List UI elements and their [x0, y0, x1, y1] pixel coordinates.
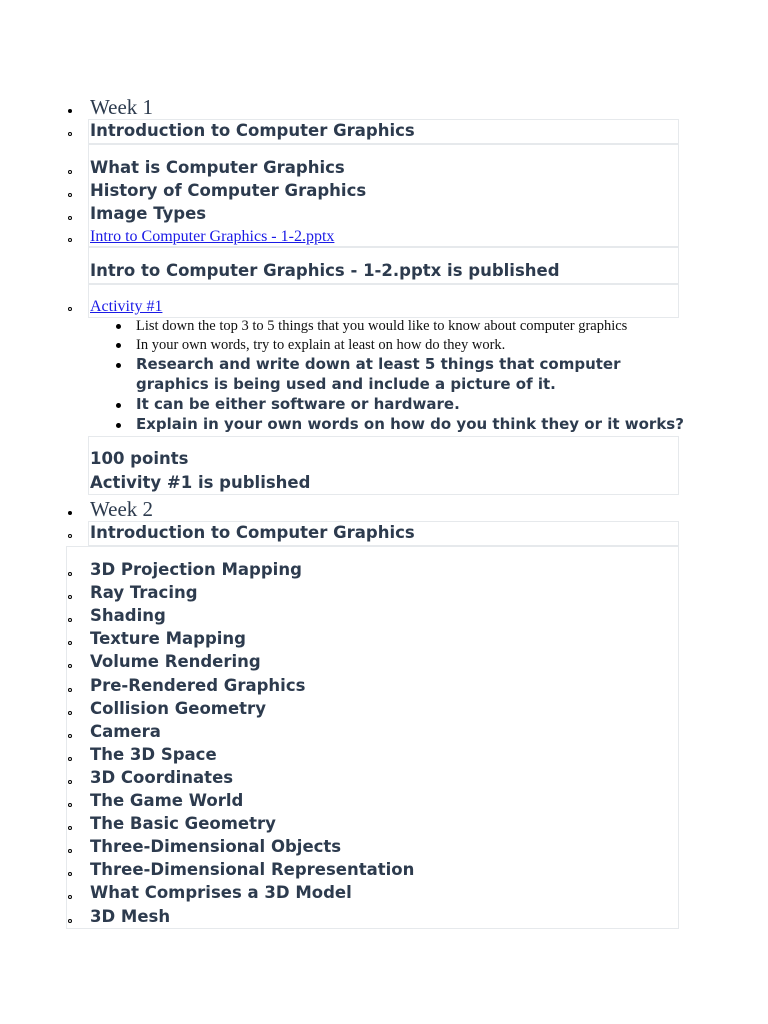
week-2-topic: Volume Rendering	[90, 652, 261, 671]
bullet-circle	[68, 734, 72, 738]
week-2-topic: Three-Dimensional Representation	[90, 860, 415, 879]
bullet-circle	[68, 826, 72, 830]
week-2-topic: Camera	[90, 722, 161, 741]
week-1-topic: What is Computer Graphics	[90, 158, 345, 177]
bullet-circle	[68, 534, 72, 538]
bullet-circle	[68, 711, 72, 715]
bullet-circle	[68, 688, 72, 692]
week-2-topic: The Basic Geometry	[90, 814, 276, 833]
bullet-circle	[68, 193, 72, 197]
bullet-dot	[116, 324, 121, 329]
week-2-topic: Texture Mapping	[90, 629, 246, 648]
bullet-circle	[68, 780, 72, 784]
bullet-dot	[116, 343, 121, 348]
bullet-circle	[68, 595, 72, 599]
bullet-dot	[116, 403, 121, 408]
week-2-section-title: Introduction to Computer Graphics	[90, 523, 415, 542]
week-2-topic: What Comprises a 3D Model	[90, 883, 352, 902]
bullet-dot	[68, 511, 72, 515]
bullet-dot	[68, 109, 72, 113]
bullet-circle	[68, 803, 72, 807]
activity-instruction: Explain in your own words on how do you think they or it works?	[136, 415, 684, 433]
activity-instruction: In your own words, try to explain at least on how do they work.	[136, 337, 506, 353]
bullet-circle	[68, 664, 72, 668]
bullet-circle	[68, 849, 72, 853]
bullet-circle	[68, 919, 72, 923]
activity-box	[88, 284, 679, 318]
bullet-circle	[68, 307, 72, 311]
week-2-topic: 3D Coordinates	[90, 768, 234, 787]
week-1-heading: Week 1	[90, 95, 154, 119]
activity-instruction-continued: graphics is being used and include a picture of it.	[136, 375, 556, 393]
week-2-topic: Shading	[90, 606, 166, 625]
bullet-circle	[68, 895, 72, 899]
week-2-topic: The Game World	[90, 791, 244, 810]
week-2-topic: Three-Dimensional Objects	[90, 837, 342, 856]
week-2-topic: The 3D Space	[90, 745, 217, 764]
activity-points: 100 points	[90, 449, 189, 468]
bullet-circle	[68, 238, 72, 242]
bullet-circle	[68, 170, 72, 174]
bullet-dot	[116, 423, 121, 428]
week-1-topic: History of Computer Graphics	[90, 181, 367, 200]
activity-instruction: Research and write down at least 5 things that computer	[136, 355, 621, 373]
bullet-circle	[68, 572, 72, 576]
week-1-topic: Image Types	[90, 204, 207, 223]
activity-instruction: List down the top 3 to 5 things that you would like to know about computer graphics	[136, 318, 628, 334]
week-2-topic: 3D Projection Mapping	[90, 560, 302, 579]
activity-published-text: Activity #1 is published	[90, 473, 311, 492]
week-2-topic: 3D Mesh	[90, 907, 171, 926]
bullet-circle	[68, 641, 72, 645]
activity-instruction: It can be either software or hardware.	[136, 395, 460, 413]
bullet-circle	[68, 872, 72, 876]
file-published-text: Intro to Computer Graphics - 1-2.pptx is published	[90, 261, 560, 280]
week-1-section-title: Introduction to Computer Graphics	[90, 121, 415, 140]
activity-1-link[interactable]: Activity #1	[90, 298, 163, 315]
bullet-dot	[116, 363, 121, 368]
bullet-circle	[68, 216, 72, 220]
week-2-topic: Collision Geometry	[90, 699, 266, 718]
bullet-circle	[68, 132, 72, 136]
week-2-topic: Pre-Rendered Graphics	[90, 676, 306, 695]
bullet-circle	[68, 757, 72, 761]
file-link-pptx[interactable]: Intro to Computer Graphics - 1-2.pptx	[90, 228, 335, 245]
bullet-circle	[68, 618, 72, 622]
week-2-heading: Week 2	[90, 497, 154, 521]
week-2-topic: Ray Tracing	[90, 583, 198, 602]
